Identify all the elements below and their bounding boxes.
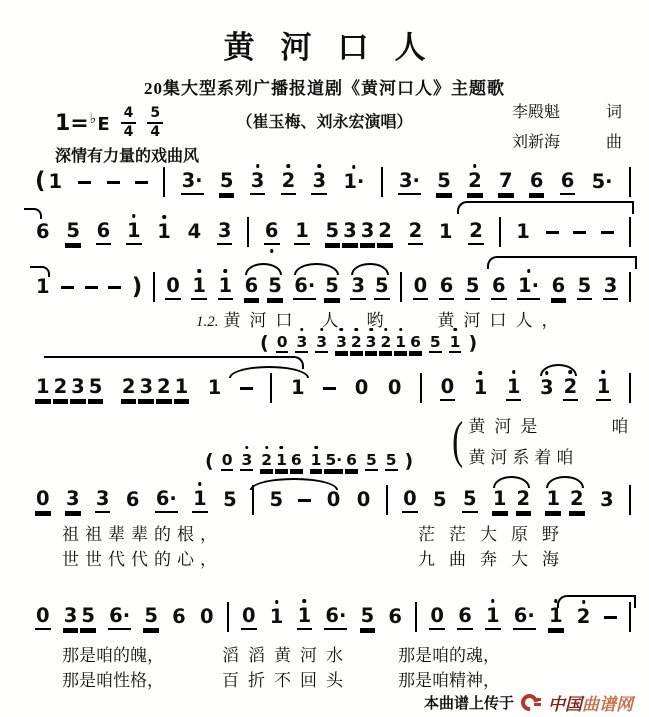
note: 0 — [440, 375, 456, 400]
composer-name: 刘新海 — [512, 133, 561, 151]
note: 2 — [563, 375, 579, 400]
note: 6 — [345, 451, 358, 472]
composer-credit — [512, 128, 622, 158]
note: 6· — [513, 604, 536, 629]
note: 1 — [275, 451, 288, 472]
note: 0 — [387, 376, 402, 400]
note: 3 — [138, 375, 154, 400]
note: 2 — [569, 487, 585, 512]
note: 1 — [218, 274, 234, 299]
beam-group — [35, 375, 103, 400]
note: 3 — [65, 487, 81, 512]
logo-bar — [534, 703, 541, 706]
barline — [629, 485, 631, 515]
parenthesis: ) — [468, 331, 478, 354]
slur-group — [492, 487, 531, 512]
music-system-1 — [35, 167, 631, 197]
barline — [386, 485, 388, 515]
slur-group — [539, 375, 578, 400]
music-system-2 — [35, 217, 631, 247]
lyric-segment: 那是咱的魂， — [398, 646, 500, 665]
note: 5 — [577, 274, 593, 299]
slur-group — [293, 274, 340, 299]
sustain-dash — [107, 181, 120, 184]
lyric-segment: 哟 — [366, 311, 384, 330]
phrase-mark — [24, 208, 42, 219]
site-name-part: 中国 — [548, 695, 582, 714]
note: 6 — [125, 488, 140, 512]
octave-dot-high — [197, 269, 201, 273]
beam-group — [35, 170, 63, 193]
note: 6 — [551, 274, 567, 299]
lyricist-credit — [512, 98, 622, 128]
barline — [629, 373, 631, 403]
verse-numbers: 1.2. — [196, 314, 219, 330]
note: 5 — [219, 169, 235, 194]
lyric-line: 祖祖辈辈的根， — [62, 525, 223, 544]
music-system-4 — [35, 373, 631, 403]
note: 6 — [491, 274, 507, 299]
octave-dot-high — [512, 370, 516, 374]
note: 7 — [498, 169, 514, 194]
note: 1 — [126, 219, 142, 244]
note: 1 — [506, 375, 522, 400]
note: 3 — [240, 451, 253, 472]
note: 1 — [174, 375, 190, 400]
note: 1 — [269, 605, 285, 628]
slur-group — [350, 274, 389, 299]
note: 3 — [217, 219, 233, 244]
lyric-segment: 咱 — [611, 417, 629, 436]
lyric-segment: 滔滔黄河水 — [222, 646, 352, 665]
brace-icon: ( — [452, 410, 464, 468]
note: 2 — [156, 375, 172, 400]
note: 3 — [539, 376, 555, 399]
sustain-dash — [61, 286, 74, 289]
site-name — [548, 690, 633, 715]
note: 2 — [516, 487, 532, 512]
barline — [400, 272, 402, 302]
octave-dot-low — [270, 249, 274, 253]
note: 6 — [560, 169, 576, 194]
note: 1 — [545, 487, 561, 512]
octave-dot-high — [545, 371, 549, 375]
octave-dot-high — [162, 215, 166, 219]
note: 0 — [35, 604, 51, 629]
phrase-mark — [457, 201, 634, 214]
note: 5 — [324, 274, 340, 299]
note: 1 — [35, 375, 51, 400]
octave-dot-high — [303, 599, 307, 603]
brace-lyrics — [468, 412, 628, 468]
sustain-dash — [323, 387, 336, 390]
note: 0 — [429, 604, 445, 629]
meter-denominator: 4 — [123, 124, 134, 141]
note: 3· — [398, 169, 421, 194]
sustain-dash — [85, 286, 98, 289]
octave-dot-high — [224, 269, 228, 273]
note: 3 — [603, 274, 619, 299]
note: 6 — [290, 451, 303, 472]
lyric-segment: 那是咱的魄， — [62, 646, 164, 665]
lyric-line: 世世代代的心， — [62, 550, 223, 569]
footer-watermark — [424, 690, 633, 715]
note: 1 — [191, 274, 207, 299]
note: 1 — [156, 220, 172, 243]
slur-group — [545, 487, 584, 512]
note: 6· — [108, 604, 131, 629]
phrase-mark — [30, 266, 50, 277]
sustain-dash — [240, 387, 253, 390]
barline — [629, 217, 631, 247]
note: 1 — [596, 375, 612, 400]
lyrics-brace-block — [450, 412, 628, 468]
note: 3 — [63, 604, 79, 629]
note: 6 — [244, 274, 260, 299]
lyric-segment: 黄河口人， — [437, 311, 568, 330]
lyric-line: 九曲奔大海 — [418, 550, 573, 569]
note: 2 — [379, 333, 392, 354]
note: 5· — [591, 170, 613, 194]
note: 5 — [80, 604, 96, 629]
note: 1 — [394, 333, 407, 354]
octave-dot-high — [569, 370, 573, 374]
note: 4 — [187, 220, 202, 244]
note: 0 — [356, 488, 371, 512]
note: 0 — [221, 451, 234, 472]
note: 1· — [517, 274, 540, 299]
sustain-dash — [573, 231, 586, 234]
logo-bar — [534, 698, 541, 701]
note: 5 — [365, 451, 378, 472]
note: 5 — [385, 451, 398, 472]
note: 3 — [342, 219, 358, 244]
note: 2 — [260, 451, 273, 472]
composer-role: 曲 — [605, 133, 622, 151]
barline — [153, 272, 155, 302]
note: 1 — [516, 220, 530, 244]
lyric-line — [62, 666, 500, 691]
beam-group — [63, 604, 96, 629]
barline — [420, 373, 422, 403]
parenthesis: ( — [205, 449, 214, 472]
note: 2 — [53, 375, 69, 400]
meter-numerator: 5 — [147, 106, 163, 124]
note: 6 — [264, 219, 280, 244]
note: 0 — [241, 604, 257, 629]
note: 5 — [360, 604, 376, 629]
note: 6· — [155, 487, 178, 512]
note: 3 — [295, 333, 308, 354]
sustain-dash — [135, 181, 148, 184]
meter-denominator: 4 — [150, 124, 161, 141]
beam-group — [310, 451, 358, 472]
credits-block — [512, 98, 622, 157]
music-system-6 — [35, 602, 631, 632]
site-logo-icon — [521, 694, 541, 711]
lyric-segment: 那是咱性格， — [62, 671, 164, 690]
lyric-segment: 人 — [321, 311, 339, 330]
note: 1 — [492, 487, 508, 512]
barline — [247, 217, 249, 247]
note: 0 — [354, 376, 369, 400]
octave-dot-high — [479, 371, 483, 375]
note: 6 — [96, 219, 112, 244]
barline — [629, 167, 631, 197]
note: 1 — [192, 487, 208, 512]
note: 2 — [281, 169, 297, 194]
key-equals: 1= — [55, 110, 89, 136]
note: 2 — [468, 219, 484, 244]
lyric-segment: 黄河口 — [223, 311, 302, 330]
note: 1· — [342, 170, 365, 193]
lyric-line: 茫茫大原野 — [418, 525, 573, 544]
beam-group — [260, 451, 302, 472]
octave-dot-high — [275, 600, 279, 604]
note: 5 — [143, 604, 159, 629]
octave-dot-high — [473, 164, 477, 168]
brace-row: 黄河系着咱 — [468, 448, 579, 467]
note: 5 — [269, 488, 284, 512]
key-tonic: E — [97, 113, 110, 135]
tie-arc — [250, 478, 338, 490]
note: 3 — [335, 333, 348, 354]
note: 6 — [172, 605, 186, 629]
site-name-part: 曲谱网 — [582, 695, 633, 714]
note: 1 — [294, 219, 310, 244]
octave-dot-high — [198, 482, 202, 486]
note: 6 — [388, 605, 402, 629]
note: 2 — [377, 219, 393, 244]
barline — [381, 167, 383, 197]
note: 0 — [199, 605, 214, 629]
note: 2 — [467, 169, 483, 194]
barline — [499, 217, 501, 247]
octave-dot-high — [318, 164, 322, 168]
note: 5 — [465, 274, 481, 299]
note: 3 — [311, 169, 327, 194]
note: 5 — [429, 333, 442, 354]
slur-group — [244, 274, 283, 299]
note: 0 — [165, 274, 181, 299]
octave-dot-high — [256, 164, 260, 168]
note: 3 — [250, 169, 266, 194]
note: 1 — [548, 604, 564, 629]
note: 3· — [181, 169, 204, 194]
brace-row — [468, 412, 628, 437]
sustain-dash — [108, 286, 121, 289]
note: 5 — [433, 488, 447, 512]
phrase-mark — [487, 256, 637, 269]
note: 5 — [436, 169, 452, 194]
note: 6· — [324, 604, 347, 629]
octave-dot-high — [314, 446, 318, 450]
note: 6 — [36, 220, 50, 244]
note: 1 — [485, 604, 501, 629]
note: 1 — [473, 376, 489, 399]
note: 5 — [325, 219, 341, 244]
note: 3 — [315, 333, 328, 354]
lyric-line — [62, 641, 500, 666]
beam-group — [325, 219, 393, 244]
song-subtitle: 20集大型系列广播报道剧《黄河口人》主题歌 — [144, 79, 505, 98]
octave-dot-high — [527, 269, 531, 273]
barline — [163, 167, 165, 197]
sustain-dash — [298, 499, 311, 502]
sustain-dash — [78, 181, 91, 184]
note: 3 — [350, 274, 366, 299]
octave-dot-high — [280, 446, 284, 450]
note: 1 — [438, 220, 453, 244]
octave-dot-high — [491, 599, 495, 603]
note: 5 — [65, 219, 81, 244]
note: 3 — [360, 219, 376, 244]
parenthesis: ) — [404, 449, 414, 472]
performers-credit: （崔玉梅、刘永宏演唱） — [236, 114, 413, 131]
note: 5 — [267, 274, 283, 299]
parenthesis: ( — [260, 331, 269, 354]
lyricist-role: 词 — [605, 104, 622, 121]
note: 1 — [449, 333, 462, 354]
note: 1 — [48, 170, 63, 194]
tempo-marking: 深情有力量的戏曲风 — [55, 148, 200, 165]
octave-dot-high — [132, 214, 136, 218]
note: 3 — [95, 487, 111, 512]
note: 0 — [413, 274, 429, 299]
beam-group — [335, 333, 422, 354]
lyricist-name: 李殿魁 — [512, 104, 561, 121]
grace-note-run-1 — [260, 330, 477, 356]
note: 2 — [408, 219, 424, 244]
note: 3 — [365, 333, 378, 354]
note: 1 — [36, 275, 50, 299]
note: 6 — [529, 169, 545, 194]
lyric-segment: 那是咱精神， — [398, 671, 500, 690]
note: 5 — [374, 274, 390, 299]
note: 2 — [121, 375, 137, 400]
note: 1 — [297, 604, 313, 629]
octave-dot-high — [602, 370, 606, 374]
sustain-dash — [604, 616, 617, 619]
sustain-dash — [601, 231, 614, 234]
song-title: 黄河口人 — [223, 30, 452, 65]
phrase-mark — [557, 595, 636, 608]
note: 6 — [409, 333, 422, 354]
note: 6 — [457, 604, 473, 629]
note: 5· — [324, 451, 343, 472]
note: 2 — [350, 333, 363, 354]
sustain-dash — [546, 231, 559, 234]
barline — [415, 602, 417, 632]
upload-note: 本曲谱上传于 — [423, 696, 514, 712]
meter-numerator: 4 — [121, 106, 137, 124]
note: 3 — [599, 488, 614, 512]
note: 0 — [276, 333, 289, 354]
note: 5 — [462, 487, 478, 512]
note: 5 — [88, 375, 104, 400]
octave-dot-high — [265, 446, 269, 450]
beam-group — [121, 375, 189, 400]
note: 0 — [326, 488, 341, 512]
octave-dot-high — [287, 164, 291, 168]
octave-dot-high — [245, 446, 249, 450]
note: 2 — [576, 605, 592, 628]
lyric-segment: 黄河是 — [468, 417, 547, 436]
note: 6 — [439, 274, 455, 299]
note: 3 — [70, 375, 86, 400]
note: 5 — [223, 488, 237, 512]
barline — [227, 602, 229, 632]
octave-dot-high — [352, 165, 356, 169]
parenthesis: ) — [131, 273, 143, 300]
lyric-segment: 百折不回头 — [222, 671, 352, 690]
flat-accidental: ♭ — [89, 110, 97, 127]
grace-note-run-2 — [205, 448, 413, 474]
note: 1 — [207, 376, 222, 400]
music-system-3 — [35, 272, 631, 302]
note: 1 — [310, 451, 323, 472]
note: 0 — [35, 487, 51, 512]
lyrics-verse-line — [196, 306, 568, 331]
parenthesis: ( — [35, 168, 46, 195]
note: 6· — [293, 274, 316, 299]
note: 1 — [291, 376, 305, 400]
note: 0 — [402, 487, 418, 512]
barline — [629, 272, 631, 302]
